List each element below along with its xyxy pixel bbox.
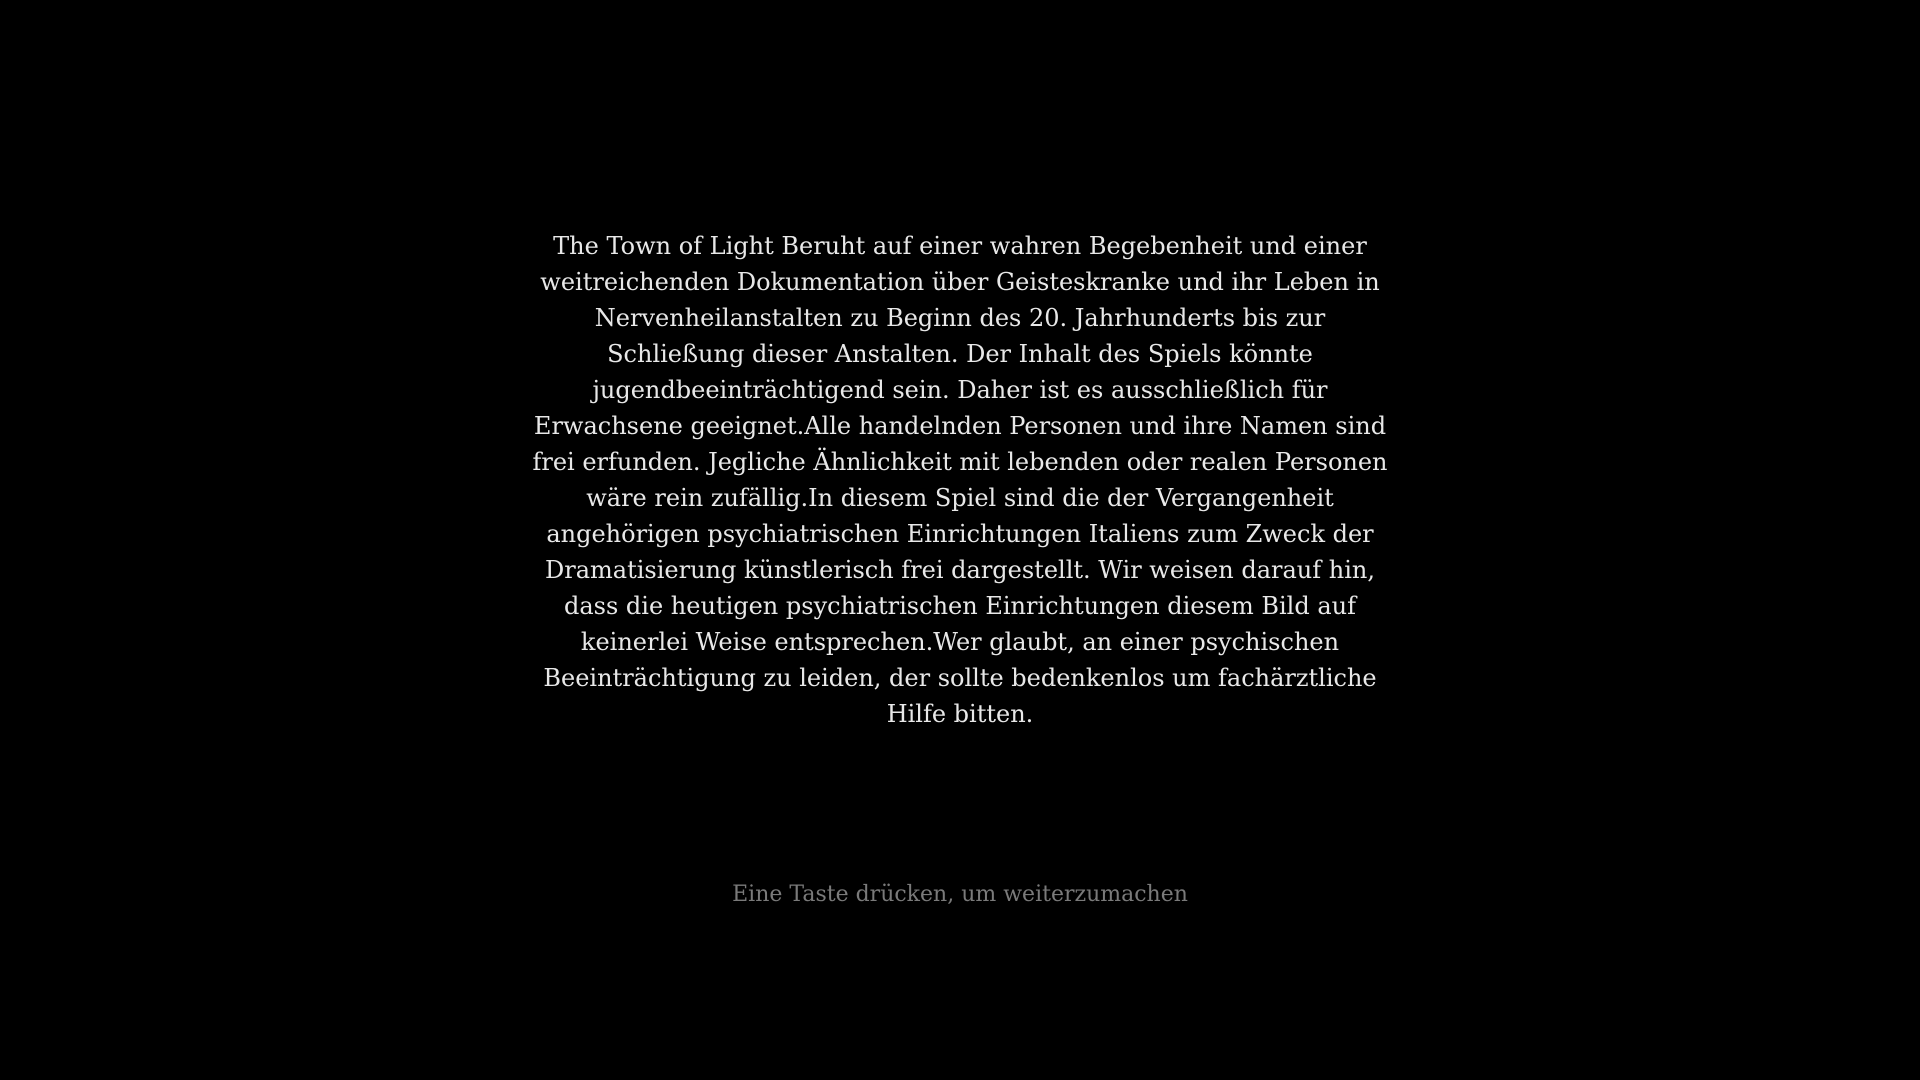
disclaimer-text: The Town of Light Beruht auf einer wahren Begebenheit und einer weitreichenden Dokumentation über Geisteskranke und ihr Leben in Nervenheilanstalten zu Beginn des 20. Jahrhunderts bis zur Schließung dieser Anstalten. Der Inhalt des Spiels könnte jugendbeeinträchtigend sein. Daher ist es ausschließlich für Erwachsene geeignet.Alle handelnden Personen und ihre Namen sind frei erfunden. Jegliche Ähnlichkeit mit lebenden oder realen Personen wäre rein zufällig.In diesem Spiel sind die der Vergangenheit angehörigen psychiatrischen Einrichtungen Italiens zum Zweck der Dramatisierung künstlerisch frei dargestellt. Wir weisen darauf hin, dass die heutigen psychiatrischen Einrichtungen diesem Bild auf keinerlei Weise entsprechen.Wer glaubt, an einer psychischen Beeinträchtigung zu leiden, der sollte bedenkenlos um fachärztliche Hilfe bitten. — [532, 232, 1388, 728]
press-any-key-prompt: Eine Taste drücken, um weiterzumachen — [732, 882, 1188, 907]
